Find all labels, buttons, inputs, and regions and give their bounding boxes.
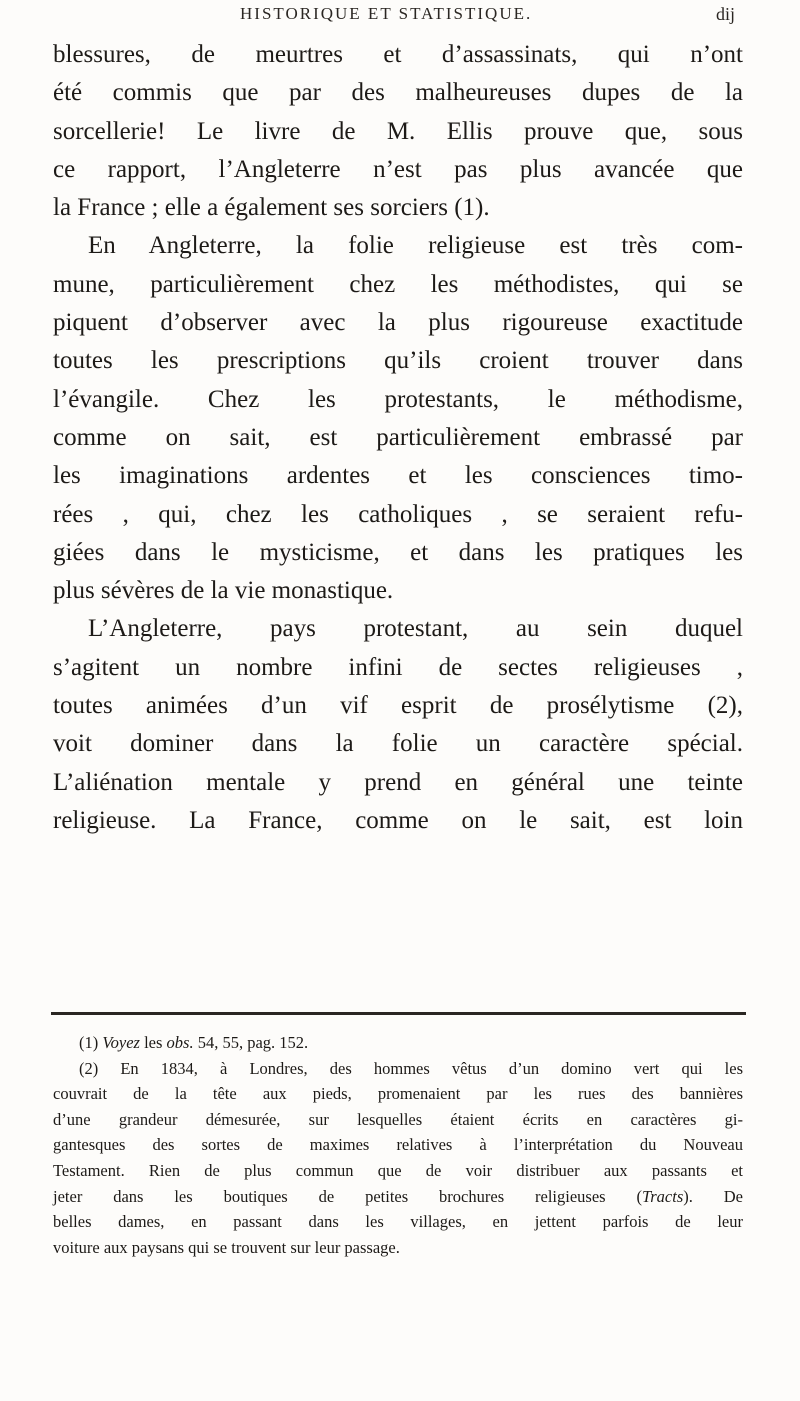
footnote-2-line: gantesques des sortes de maximes relatives à l’interprétation du Nouveau <box>53 1135 743 1155</box>
text-line: rées , qui, chez les catholiques , se seraient refu- <box>53 500 743 528</box>
text-line: toutes animées d’un vif esprit de prosélytisme (2), <box>53 692 743 720</box>
footnote-italic: obs. <box>166 1033 194 1052</box>
text-line: toutes les prescriptions qu’ils croient trouver dans <box>53 347 743 375</box>
text-line: voit dominer dans la folie un caractère spécial. <box>53 730 743 758</box>
text-line: s’agitent un nombre infini de sectes religieuses , <box>53 653 743 681</box>
page-folio: dij <box>716 4 736 24</box>
footnote-1 <box>53 1030 743 1056</box>
footnote-2-line: Testament. Rien de plus commun que de voir distribuer aux passants et <box>53 1160 743 1180</box>
footnote-text: les <box>139 1033 167 1052</box>
text-line: mune, particulièrement chez les méthodistes, qui se <box>53 270 743 298</box>
text-line: sorcellerie! Le livre de M. Ellis prouve que, sous <box>53 117 743 145</box>
footnote-italic: Tracts <box>641 1186 684 1206</box>
footnote-text: 54, 55, pag. 152. <box>193 1033 309 1052</box>
text-line: ce rapport, l’Angleterre n’est pas plus avancée que <box>53 155 743 183</box>
text-line: En Angleterre, la folie religieuse est très com- <box>88 232 743 260</box>
footnote-divider <box>51 1012 746 1015</box>
text-line: la France ; elle a également ses sorciers (1). <box>53 194 490 222</box>
text-line: blessures, de meurtres et d’assassinats, qui n’ont <box>53 41 743 68</box>
footnote-2-line: belles dames, en passant dans les villages, en jettent parfois de leur <box>53 1212 743 1232</box>
footnote-marker: (1) <box>79 1033 99 1052</box>
text-line: l’évangile. Chez les protestants, le méthodisme, <box>53 385 743 413</box>
text-line: religieuse. La France, comme on le sait, est loin <box>53 806 743 834</box>
footnote-2-line: couvrait de la tête aux pieds, promenaient par les rues des bannières <box>53 1084 743 1104</box>
text-line: piquent d’observer avec la plus rigoureuse exactitude <box>53 309 743 337</box>
footnote-italic: Voyez <box>102 1033 140 1052</box>
text-line: giées dans le mysticisme, et dans les pratiques les <box>53 538 743 566</box>
running-title: HISTORIQUE ET STATISTIQUE. <box>240 4 533 23</box>
main-text <box>53 36 743 840</box>
footnote-2-line: voiture aux paysans qui se trouvent sur leur passage. <box>53 1237 400 1257</box>
text-line: été commis que par des malheureuses dupes de la <box>53 79 743 107</box>
text-line: L’aliénation mentale y prend en général une teinte <box>53 768 743 796</box>
text-line: plus sévères de la vie monastique. <box>53 577 394 605</box>
text-line: les imaginations ardentes et les consciences timo- <box>53 462 743 490</box>
footnote-text: ). De <box>683 1186 744 1206</box>
footnotes <box>53 1030 743 1260</box>
footnote-2-line: (2) En 1834, à Londres, des hommes vêtus d’un domino vert qui les <box>79 1058 743 1078</box>
footnote-2-line <box>53 1184 743 1210</box>
footnote-text: jeter dans les boutiques de petites brochures religieuses ( <box>53 1186 642 1206</box>
footnote-2-line: d’une grandeur démesurée, sur lesquelles étaient écrits en caractères gi- <box>53 1109 743 1129</box>
text-line: comme on sait, est particulièrement embrassé par <box>53 423 743 451</box>
text-line: L’Angleterre, pays protestant, au sein duquel <box>88 615 743 643</box>
